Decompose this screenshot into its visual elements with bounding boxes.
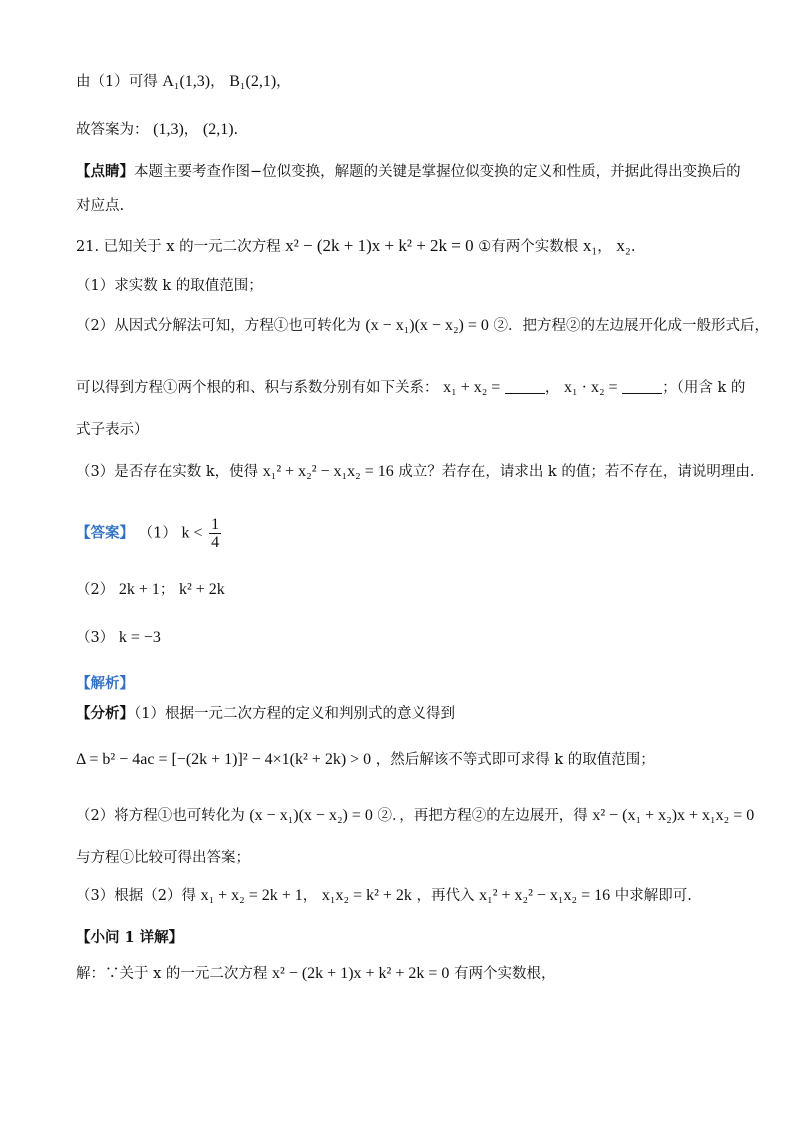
analysis-4 — [76, 848, 740, 868]
text: 解：∵关于 x 的一元二次方程 — [76, 966, 268, 982]
sep: ， — [210, 74, 225, 90]
question-2 — [76, 316, 769, 336]
condition: x₁² + x₂² − x₁x₂ = 16 — [479, 887, 611, 904]
sep: ； — [159, 582, 175, 598]
end: ， — [276, 74, 291, 90]
text: 对应点. — [76, 198, 125, 214]
text: ①有两个实数根 — [478, 239, 579, 255]
analysis-5 — [76, 886, 740, 906]
sep: ， — [597, 239, 612, 255]
dianjing-label: 【点睛】 — [76, 163, 134, 180]
text: （2）从因式分解法可知，方程①也可转化为 — [76, 318, 361, 334]
question-3 — [76, 462, 755, 482]
root-x1: x₁ — [582, 236, 598, 255]
factor-form: (x − x₁)(x − x₂) = 0 — [365, 317, 489, 334]
part-1-header — [76, 928, 740, 948]
sum-blank[interactable] — [505, 379, 545, 394]
product-answer: k² + 2k — [178, 581, 225, 598]
numerator: 1 — [211, 516, 220, 533]
point-b1: B₁(2,1) — [229, 73, 277, 90]
question-2-cont — [76, 378, 746, 398]
analysis-1 — [76, 704, 740, 724]
dianjing-line-2 — [76, 196, 740, 216]
root-x2: x₂ — [616, 236, 631, 255]
question-1 — [76, 276, 740, 296]
text: 由（1）可得 — [76, 74, 158, 90]
text: ②．，再把方程②的左边展开，得 — [377, 808, 588, 824]
text: 故答案为： — [76, 122, 149, 138]
text: 本题主要考查作图−位似变换，解题的关键是掌握位似变换的定义和性质，并据此得出变换后的 — [134, 164, 741, 180]
answer-2 — [76, 580, 740, 600]
text: ，然后解该不等式即可求得 k 的取值范围； — [375, 752, 655, 768]
math: k < — [181, 524, 203, 542]
problem-21 — [76, 236, 740, 257]
solution-line-1 — [76, 72, 740, 92]
text: 可以得到方程①两个根的和、积与系数分别有如下关系： — [76, 380, 439, 396]
factor-form: (x − x₁)(x − x₂) = 0 — [249, 807, 373, 824]
product-relation: x₁x₂ = k² + 2k — [321, 887, 412, 904]
analysis-3 — [76, 806, 755, 826]
expanded-form: x² − (x₁ + x₂)x + x₁x₂ = 0 — [592, 807, 755, 824]
fraction-one-quarter — [209, 516, 221, 551]
analysis-label: 【分析】 — [76, 705, 134, 722]
text: 21. 已知关于 x 的一元二次方程 — [76, 239, 281, 255]
text: （2）将方程①也可转化为 — [76, 808, 245, 824]
condition: x₁² + x₂² − x₁x₂ = 16 — [262, 463, 394, 480]
end: . — [233, 122, 239, 138]
k-value: k = −3 — [118, 629, 161, 646]
dianjing-line — [76, 162, 740, 182]
end: . — [630, 239, 636, 255]
text: （3）根据（2）得 — [76, 888, 196, 904]
answer-1 — [76, 516, 740, 551]
discriminant: Δ = b² − 4ac = [−(2k + 1)]² − 4×1(k² + 2k) > 0 — [76, 751, 372, 768]
text: （3）是否存在实数 k，使得 — [76, 464, 259, 480]
sum-answer: 2k + 1 — [118, 581, 160, 598]
sum-relation: x₁ + x₂ = 2k + 1 — [200, 887, 303, 904]
prefix: （3） — [76, 630, 115, 646]
jiexi-label: 【解析】 — [76, 675, 134, 692]
text: ；（用含 k 的 — [662, 380, 746, 396]
answer-label: 【答案】 — [76, 524, 134, 542]
text: 中求解即可. — [614, 888, 692, 904]
denominator: 4 — [211, 534, 220, 551]
text: 式子表示） — [76, 422, 149, 438]
sep: ， — [302, 888, 318, 904]
solution-start — [76, 964, 740, 984]
prefix: （1） — [138, 525, 177, 542]
math-a: (1,3) — [153, 121, 184, 138]
text: 成立？若存在，请求出 k 的值；若不存在，请说明理由. — [398, 464, 755, 480]
sep: ， — [544, 380, 560, 396]
product-expr: x₁ · x₂ = — [564, 379, 618, 396]
answer-line — [76, 120, 740, 140]
question-2-end — [76, 420, 740, 440]
point-a1: A₁(1,3) — [162, 73, 211, 90]
sum-expr: x₁ + x₂ = — [443, 379, 501, 396]
sep: ， — [183, 122, 199, 138]
text: ②．把方程②的左边展开化成一般形式后， — [493, 318, 769, 334]
prefix: （2） — [76, 582, 115, 598]
product-blank[interactable] — [622, 379, 662, 394]
math-b: (2,1) — [202, 121, 234, 138]
text: （1）根据一元二次方程的定义和判别式的意义得到 — [134, 706, 455, 722]
text: 有两个实数根， — [454, 966, 556, 982]
text: ，再代入 — [416, 888, 475, 904]
text: （1）求实数 k 的取值范围； — [76, 278, 263, 294]
text: 与方程①比较可得出答案； — [76, 850, 250, 866]
part-1-label: 【小问 1 详解】 — [76, 929, 184, 946]
jiexi-header — [76, 674, 740, 694]
answer-3 — [76, 628, 740, 648]
equation: x² − (2k + 1)x + k² + 2k = 0 — [272, 965, 450, 982]
equation: x² − (2k + 1)x + k² + 2k = 0 — [285, 236, 474, 255]
analysis-2 — [76, 750, 740, 770]
